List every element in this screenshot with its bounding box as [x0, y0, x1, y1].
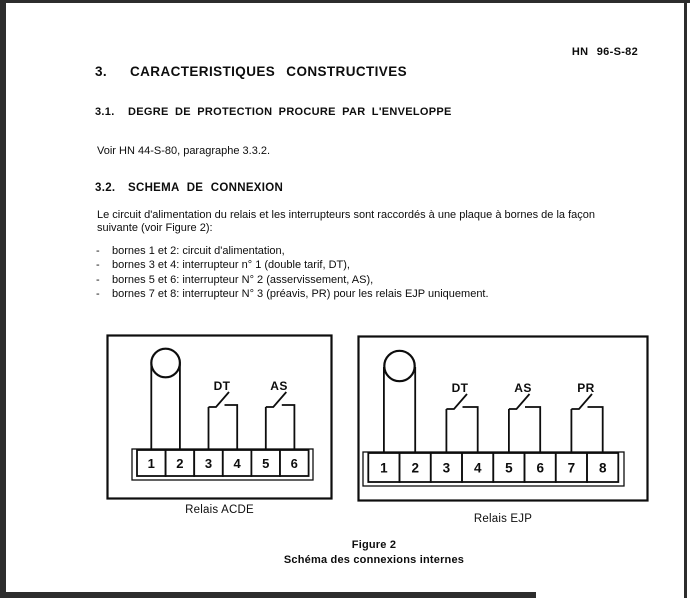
section-3-number: 3. [95, 64, 108, 79]
section-3-title: CARACTERISTIQUES CONSTRUCTIVES [130, 64, 408, 79]
terminal-number: 3 [204, 456, 213, 471]
bullet-dash: - [96, 273, 100, 286]
relais-ejp-diagram [357, 335, 649, 502]
bullet-text: bornes 3 et 4: interrupteur n° 1 (double tarif, DT), [112, 259, 350, 272]
terminal-number: 5 [505, 460, 513, 476]
terminal-number: 4 [233, 456, 241, 471]
switch-label-as: AS [514, 381, 532, 395]
bullet-dash: - [96, 259, 100, 272]
terminal-number: 2 [176, 456, 184, 471]
caption-relais-acde: Relais ACDE [185, 504, 254, 516]
switch-label-pr: PR [577, 381, 595, 395]
switch-label-dt: DT [451, 381, 469, 395]
doc-reference: HN 96-S-82 [571, 46, 638, 58]
caption-relais-ejp: Relais EJP [473, 513, 533, 525]
scan-edge-top [0, 0, 690, 3]
list-item [96, 244, 489, 258]
switch-symbol-dt [209, 379, 238, 450]
intro-line-1: Le circuit d'alimentation du relais et les interrupteurs sont raccordés à une plaque à bornes de la façon [97, 209, 596, 221]
terminal-number: 4 [473, 460, 482, 476]
intro-line-2: suivante (voir Figure 2): [97, 222, 213, 234]
switch-symbol-as [266, 379, 295, 450]
section-3-2-heading [95, 182, 283, 194]
section-3-2-title: SCHEMA DE CONNEXION [128, 182, 284, 194]
bullet-text: bornes 7 et 8: interrupteur N° 3 (préavis, PR) pour les relais EJP uniquement. [112, 288, 489, 301]
switch-symbol-dt [446, 381, 477, 453]
section-3-1-heading [95, 106, 452, 118]
terminal-number: 2 [411, 460, 419, 476]
section-3-1-body: Voir HN 44-S-80, paragraphe 3.3.2. [97, 145, 271, 157]
terminal-number: 3 [442, 460, 451, 476]
scan-edge-left [0, 0, 6, 598]
section-3-heading [95, 64, 407, 79]
bullet-dash: - [96, 288, 100, 301]
section-3-2-intro [97, 209, 672, 235]
bullet-text: bornes 1 et 2: circuit d'alimentation, [112, 245, 285, 257]
terminal-cells [137, 450, 309, 476]
terminal-number: 1 [380, 460, 388, 476]
terminal-number: 8 [598, 460, 607, 476]
terminal-number: 6 [290, 456, 298, 471]
figure-caption [100, 538, 648, 567]
coil-circle-icon [151, 349, 180, 378]
list-item [96, 258, 489, 272]
section-3-2-number: 3.2. [95, 182, 116, 194]
section-3-1-title: DEGRE DE PROTECTION PROCURE PAR L'ENVELOPPE [128, 106, 452, 118]
bullet-text: bornes 5 et 6: interrupteur N° 2 (asservissement, AS), [112, 273, 374, 286]
terminal-cells [368, 453, 618, 482]
section-3-1-number: 3.1. [95, 106, 115, 118]
relais-acde-diagram [106, 334, 333, 500]
switch-label-as: AS [270, 379, 288, 393]
terminal-number: 6 [536, 460, 544, 476]
scan-edge-right [684, 0, 687, 598]
bullet-dash: - [96, 245, 100, 257]
switch-label-dt: DT [213, 379, 231, 393]
list-item [96, 287, 489, 301]
switch-symbol-as [509, 381, 540, 453]
scan-edge-bottom [0, 592, 536, 598]
figure-subtitle: Schéma des connexions internes [283, 553, 465, 566]
bornes-list [96, 244, 489, 302]
coil-circle-icon [384, 351, 414, 381]
terminal-number: 1 [147, 456, 155, 471]
figure-title: Figure 2 [351, 539, 397, 551]
terminal-number: 5 [262, 456, 270, 471]
terminal-number: 7 [567, 460, 576, 476]
list-item [96, 273, 489, 287]
switch-symbol-pr [571, 381, 602, 453]
